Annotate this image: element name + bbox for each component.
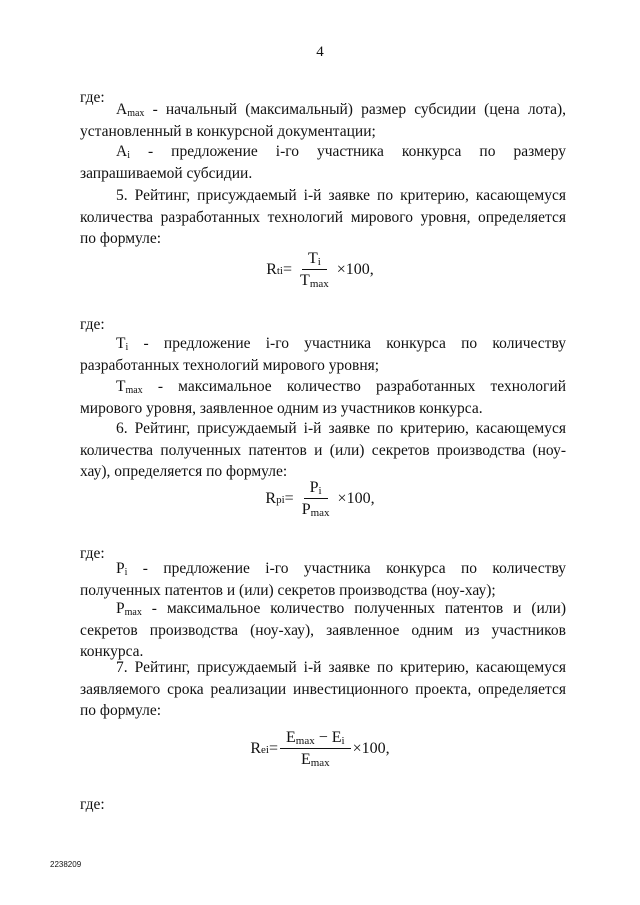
symbol-tmax: $T_{max}$ [116,378,143,396]
item-5-paragraph: 5. Рейтинг, присуждаемый i-й заявке по критерию, касающемуся количества разработанных технологий мирового уровня, определяется по формуле: [80,187,566,247]
where-label: где: [80,89,105,106]
where-label: где: [80,796,105,813]
symbol-pi: $P_i$ [116,560,128,578]
page-number: 4 [316,44,324,60]
fraction: $\frac{P_i}{P_{max}}$ [301,479,330,519]
where-label: где: [80,545,105,562]
fraction: $\frac{E_{max} - E_i}{E_{max}}$ [280,729,351,769]
symbol-pmax: $P_{max}$ [116,600,142,618]
definition-amax: $A_{max}$ - начальный (максимальный) размер субсидии (цена лота), установленный в конкурсной документации; [80,101,566,140]
fraction: $\frac{T_i}{T_{max}}$ [300,250,329,290]
definition-ti: $T_i$ - предложение i-го участника конкурса по количеству разработанных технологий мирового уровня; [80,335,566,374]
definition-pi: $P_i$ - предложение i-го участника конкурса по количеству полученных патентов и (или) секретов производства (ноу-хау); [80,560,566,599]
formula-rti: R ti = $\frac{T_i}{T_{max}}$ ×100, [266,250,374,290]
where-label: где: [80,316,105,333]
item-6-paragraph: 6. Рейтинг, присуждаемый i-й заявке по критерию, касающемуся количества полученных патентов и (или) секретов производства (ноу-хау), определяется по формуле: [80,420,566,480]
formula-rpi: R pi = $\frac{P_i}{P_{max}}$ ×100, [265,479,375,519]
item-7-paragraph: 7. Рейтинг, присуждаемый i-й заявке по критерию, касающемуся заявляемого срока реализации инвестиционного проекта, определяется по формуле: [80,659,566,719]
definition-tmax: $T_{max}$ - максимальное количество разработанных технологий мирового уровня, заявленное одним из участников конкурса. [80,378,566,417]
definition-ai: $A_i$ - предложение i-го участника конкурса по размеру запрашиваемой субсидии. [80,143,566,182]
formula-rei: R ei = $\frac{E_{max} - E_i}{E_{max}}$ ×100, [250,729,390,769]
symbol-ti: $T_i$ [116,335,129,353]
symbol-ai: $A_i$ [116,143,130,161]
document-code: 2238209 [50,860,82,869]
symbol-amax: $A_{max}$ [116,101,145,119]
definition-pmax: $P_{max}$ - максимальное количество полученных патентов и (или) секретов производства (ноу-хау), заявленное одним из участников конкурса. [80,600,566,660]
